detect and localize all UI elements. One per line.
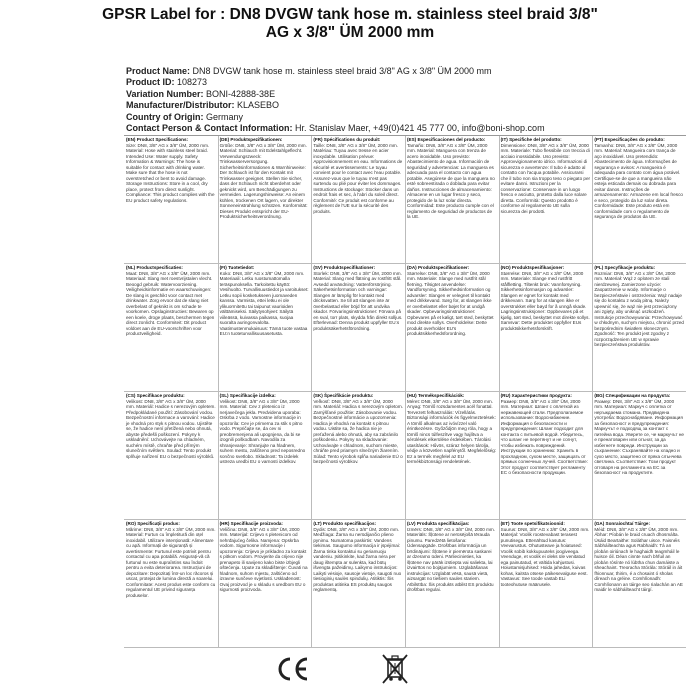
language-section — [592, 264, 686, 391]
info-row-contact: Contact Person & Contact Information: Hr. Stanislav Maer, +49(0)421 45 777 00, info@boni-shop.com — [126, 123, 545, 134]
section-text: Größe: DN8, 3/8" AG x 3/8" ÜM, 2000 mm. Material: Schlauch mit Edelstahlgeflecht. Verwendungszweck: Trinkwasserversorgung. Sicherheitsinformationen & Warnhinweise: Der Schlauch ist für den Kontakt mit Trinkwasser geeignet. Stellen Sie sicher, dass der Schlauch nicht überdehnt oder geknickt wird, um Beschädigungen zu vermeiden. Lagerungshinweise: An einem kühlen, trockenen Ort lagern, vor direkter Sonneneinstrahlung schützen. Konformität: Dieses Produkt entspricht der EU-Produktsicherheitsverordnung. — [219, 142, 308, 219]
section-text: Maat: DN8, 3/8" AG x 3/8" ÜM, 2000 mm. Materiaal: Slang met roestvrijstalen vlecht. Beoogd gebruik: Watervoorziening. Veiligheidsinformatie en waarschuwingen: De slang is geschikt voor contact met drinkwater. Zorg ervoor dat de slang niet overbelast of geknikt is om schade te voorkomen. Opslaginstructies: Bewaren op een koele, droge plaats, beschermen tegen direct zonlicht. Conformiteit: Dit product voldoet aan de EU-voorschriften voor productveiligheid. — [126, 270, 215, 336]
section-heading: (RU) Характеристики продукта: — [500, 393, 572, 398]
language-section — [405, 392, 499, 519]
column-divider — [592, 264, 593, 391]
section-heading: (NL) Productspecificaties: — [126, 265, 183, 270]
section-text: Suurus: DN8, 3/8" AG x 3/8" ÜM, 2000 mm. Materjal: Voolik roostevabast terasest punutisega. Ettenähtud kasutus: Veevarustus. Ohutusteave ja hoiatused: Voolik sobib kokkupuuteks joogiveega. Veenduge, et voolik ei oleks üle venitatud ega painutatud, et vältida kahjustusi. Hoiustamisjuhised: Hoida jahedas, kuivas kohas, kaitsta otsese päikesevalguse eest. Vastavus: See toode vastab ELi tooteohutuse määrusele. — [500, 526, 590, 587]
section-heading: (GA) Sonraíochtaí Táirge: — [594, 521, 650, 526]
column-divider — [405, 520, 406, 647]
language-section — [499, 392, 593, 519]
section-text: Размер: DN8, 3/8" AG x 3/8" ÜM, 2000 mm. Материал: Шланг с оплеткой из нержавеющей стали. Предполагаемое использование: Водоснабжение. Информация о безопасности и предупреждения: Шланг подходит для контакта с питьевой водой. Убедитесь, что шланг не перетянут и не согнут, чтобы избежать повреждений. Инструкции по хранению: Хранить в прохладном, сухом месте, защищать от прямых солнечных лучей. Соответствие: Этот продукт соответствует регламенту ЕС о безопасности продукции. — [500, 398, 588, 475]
language-section — [218, 264, 312, 391]
column-divider — [311, 392, 312, 519]
column-divider — [218, 136, 219, 263]
section-heading: (PL) Specyfikacje produktu: — [594, 265, 656, 270]
language-section — [218, 520, 312, 647]
info-row-product-id: Product ID: 108273 — [126, 77, 208, 88]
section-heading: (RO) Specificații produs: — [126, 521, 180, 526]
section-text: Veličina: DN8, 3/8" AG x 3/8" ÜM, 2000 mm. Materijal: Crijevo s pletenicom od nehrđajućeg čelika. Namjena: Opskrba vodom. Sigurnosne informacije i upozorenja: Crijevo je prikladno za kontakt s pitkom vodom. Provjerite da crijevo nije prenapeto ili savijeno kako biste izbjegli oštećenja. Upute za skladištenje: Čuvati na hladnom, suhom mjestu, zaštićeno od izravne sunčeve svjetlosti. Usklađenost: Ovaj proizvod je u skladu s uredbom EU o sigurnosti proizvoda. — [219, 526, 308, 592]
section-heading: (SV) Produktspecifikationer: — [313, 265, 376, 270]
column-divider — [592, 520, 593, 647]
section-row — [124, 264, 686, 392]
section-heading: (EN) Product Specifications: — [126, 137, 189, 142]
column-divider — [499, 392, 500, 519]
section-text: Velikost: DN8, 3/8" AG x 3/8" ÜM, 2000 mm. Material: Cev z pletenico iz nerjavečega jekla. Predvidena uporaba: Oskrba z vodo. Varnostne informacije in opozorila: Cev je primerna za stik s pitno vodo. Prepričajte se, da cev ni preobremenjena ali upognjena, da bi se izognili poškodbam. Navodila za shranjevanje: Shranjujte na hladnem, suhem mestu, zaščiteno pred neposredno sončno svetlobo. Skladnost: Ta izdelek ustreza uredbi EU o varnosti izdelkov. — [219, 398, 306, 464]
section-text: Koko: DN8, 3/8" AG x 3/8" ÜM, 2000 mm. Materiaali: Letku ruostumattomalla teräspunoksella. Tarkoitettu käyttö: Vesihuolto. Turvallisuustiedot ja varoitukset: Letku sopii kosketukseen juomaveden kanssa. Varmista, ettei letku ei ole ylikuormitettu tai taipunut vaurioiden välttämiseksi. Säilytysohjeet: Säilytä viileässä, kuivassa paikassa, suojaa suoralta auringonvalolta. Vaatimustenmukaisuus: Tämä tuote vastaa EU:n tuoteturvallisuusasetusta. — [219, 270, 309, 336]
label-title-line-2: AG x 3/8" ÜM 2000 mm — [265, 24, 435, 41]
section-text: Dydis: DN8, 3/8" AG x 3/8" ÜM, 2000 mm. Medžiaga: Žarna su nerūdijančio plieno pynimu. Numatoma paskirtis: Vandens tiekimas. Saugumo informacija ir įspėjimai: Žarna tinka kontaktui su geriamuoju vandeniu. Įsitikinkite, kad žarna nėra per daug ištempta ar sulenkta, kad būtų išvengta pažeidimų. Laikymo instrukcijos: Laikyti vėsioje, sausoje vietoje, saugoti nuo tiesioginių saulės spindulių. Atitiktis: Šis produktas atitinka ES produktų saugos reglamentą. — [313, 526, 402, 592]
language-section — [405, 520, 499, 647]
column-divider — [311, 264, 312, 391]
column-divider — [311, 136, 312, 263]
section-text: Размер: DN8, 3/8" AG x 3/8" ÜM, 2000 mm. Материал: Маркуч с оплетка от неръждаема стомана. Предвидена употреба: Водоснабдяване. Информация за безопасност и предупреждения: Маркучът е подходящ за контакт с питейна вода. Уверете се, че маркучът не е пренатоварен или огънат, за да избегнете повреди. Инструкции за съхранение: Съхранявайте на хладно и сухо място, защитено от пряка слънчева светлина. Съответствие: Този продукт отговаря на регламента на ЕС за безопасност на продуктите. — [594, 398, 684, 475]
column-divider — [218, 264, 219, 391]
section-text: Size: DN8, 3/8" AG x 3/8" ÜM, 2000 mm. Material: Hose with stainless steel braid. Intended Use: Water supply. Safety Information & Warnings: The hose is suitable for contact with drinking water. Make sure that the hose is not overstretched or bent to avoid damage. Storage Instructions: Store in a cool, dry place, protect from direct sunlight. Compliance: This product complies with the EU product safety regulations. — [126, 142, 215, 203]
section-heading: (LV) Produkta specifikācijas: — [407, 521, 470, 526]
column-divider — [405, 264, 406, 391]
section-text: Rozmiar: DN8, 3/8" AG x 3/8" ÜM, 2000 mm. Materiał: Wąż z oplotem ze stali nierdzewnej. Zamierzone użycie: Zaopatrzenie w wodę. Informacje o bezpieczeństwie i ostrzeżenia: Wąż nadaje się do kontaktu z wodą pitną. Należy upewnić się, że wąż nie jest przeciążony ani zgięty, aby uniknąć uszkodzeń. Instrukcje przechowywania: Przechowywać w chłodnym, suchym miejscu, chronić przed bezpośrednim światłem słonecznym. Zgodność: Ten produkt jest zgodny z rozporządzeniem UE w sprawie bezpieczeństwa produktów. — [594, 270, 684, 347]
column-divider — [499, 136, 500, 263]
info-row-product-name: Product Name: DN8 DVGW tank hose m. stainless steel braid 3/8" AG x 3/8" ÜM 2000 mm — [126, 66, 492, 76]
language-section — [311, 264, 405, 391]
language-section — [311, 520, 405, 647]
language-section — [124, 136, 218, 263]
section-text: Veľkosť: DN8, 3/8" AG x 3/8" ÜM, 2000 mm. Materiál: Hadica s nerezovým opletom. Zamýšľané použitie: Zásobovanie vodou. Bezpečnostné informácie a upozornenia: Hadica je vhodná na kontakt s pitnou vodou. Uistite sa, že hadica nie je preťažená alebo ohnutá, aby sa zabránilo poškodeniu. Pokyny na skladovanie: Uchovávajte v chladnom, suchom mieste, chráňte pred priamym slnečným žiarením. Súlad: Tento výrobok spĺňa nariadenie EÚ o bezpečnosti výrobkov. — [313, 398, 403, 464]
section-text: Dimensione: DN8, 3/8" AG x 3/8" ÜM, 2000 mm. Materiale: Tubo flessibile con treccia di acciaio inossidabile. Uso previsto: Approvvigionamento idrico. Informazioni di sicurezza e avvertenze: Il tubo è adatto al contatto con l'acqua potabile. Assicurarsi che il tubo non sia troppo teso o piegato per evitare danni. Istruzioni per la conservazione: Conservare in un luogo fresco e asciutto, protetto dalla luce solare diretta. Conformità: Questo prodotto è conforme al regolamento UE sulla sicurezza dei prodotti. — [500, 142, 591, 214]
ce-mark-icon — [276, 656, 310, 682]
section-heading: (HR) Specifikacije proizvoda: — [219, 521, 283, 526]
column-divider — [499, 264, 500, 391]
language-section — [499, 264, 593, 391]
language-section — [405, 264, 499, 391]
section-heading: (SL) Specifikacije izdelka: — [219, 393, 276, 398]
section-heading: (HU) Termékspecifikációk: — [407, 393, 465, 398]
weee-crossed-bin-icon — [380, 652, 410, 686]
section-text: Størrelse: DN8, 3/8" AG x 3/8" ÜM, 2000 mm. Materiale: Slange med rustfritt stålfletting. Tiltenkt bruk: Vannforsyning. Sikkerhetsinformasjon og advarsler: Slangen er egnet for kontakt med drikkevann. Sørg for at slangen ikke er overstrukket eller bøyd for å unngå skade. Lagringsinstruksjoner: Oppbevares på et kjølig, tørt sted, beskyttet mot direkte sollys. Samsvar: Dette produktet oppfyller EUs produktsikkerhetsforskrift. — [500, 270, 590, 331]
section-heading: (FR) Spécifications du produit: — [313, 137, 381, 142]
section-row — [124, 392, 686, 520]
section-heading: (DA) Produktspecifikationer: — [407, 265, 470, 270]
section-text: Mărime: DN8, 3/8" AG x 3/8" ÜM, 2000 mm. Material: Furtun cu împletitură din oțel inoxidabil. Utilizare intenționată: Alimentare cu apă. Informații de siguranță și avertismente: Furtunul este potrivit pentru contactul cu apa potabilă. Asigurați-vă că furtunul nu este supraîntins sau îndoit pentru a evita deteriorarea. Instrucțiuni de depozitare: Depozitați într-un loc răcoros și uscat, protejat de lumina directă a soarelui. Conformitate: Acest produs este conform cu regulamentul UE privind siguranța produselor. — [126, 526, 216, 598]
column-divider — [592, 136, 593, 263]
section-heading: (IT) Specifiche del prodotto: — [500, 137, 562, 142]
section-heading: (FI) Tuotetiedot: — [219, 265, 255, 270]
language-section — [218, 392, 312, 519]
language-section — [592, 136, 686, 263]
section-heading: (SK) Špecifikácie produktu: — [313, 393, 374, 398]
section-heading: (LT) Produkto specifikacijos: — [313, 521, 377, 526]
section-text: Taille: DN8, 3/8" AG x 3/8" ÜM, 2000 mm. Matériau: Tuyau avec tresse en acier inoxydable. Utilisation prévue: Approvisionnement en eau. Informations de sécurité et avertissements: Le tuyau convient pour le contact avec l'eau potable. Assurez-vous que le tuyau n'est pas surtendu ou plié pour éviter les dommages. Instructions de stockage: Stocker dans un endroit frais et sec, à l'abri du soleil direct. Conformité: Ce produit est conforme au règlement de l'UE sur la sécurité des produits. — [313, 142, 403, 214]
section-text: Tamaño: DN8, 3/8" AG x 3/8" ÜM, 2000 mm. Material: Manguera con trenza de acero inoxidable. Uso previsto: Abastecimiento de agua. Información de seguridad y advertencias: La manguera es adecuada para el contacto con agua potable. Asegúrese de que la manguera no esté sobreestirada o doblada para evitar daños. Instrucciones de almacenamiento: Almacene en un lugar fresco y seco, protegido de la luz solar directa. Conformidad: Este producto cumple con el reglamento de seguridad de productos de la UE. — [407, 142, 495, 219]
language-section — [124, 264, 218, 391]
section-heading: (PT) Especificações do produto: — [594, 137, 665, 142]
compliance-marks — [262, 650, 442, 690]
label-title — [0, 6, 700, 42]
language-sections-grid — [124, 136, 686, 648]
info-row-country: Country of Origin: Germany — [126, 111, 244, 122]
language-section — [499, 520, 593, 647]
section-text: Méid: DN8, 3/8" AG x 3/8" ÜM, 2000 mm. Ábhar: Píobán le braid cruach dhosmálta. Úsáid Beartaithe: Soláthar uisce. Faisnéis Sábháilteachta agus Rabhaidh: Tá an píobán oiriúnach le haghaidh teagmháil le huisce óil. Déan cinnte nach bhfuil an píobán rósínte nó lúbtha chun damáiste a sheachaint. Treoracha Stórála: Stóráil in áit fhionnuar, thirim, é a chosaint ó sholas díreach na gréine. Comhlíonadh: Comhlíonann an táirge seo rialachán an AE maidir le sábháilteacht táirgí. — [594, 526, 683, 592]
column-divider — [218, 520, 219, 647]
section-text: Tamanho: DN8, 3/8" AG x 3/8" ÜM, 2000 mm. Material: Mangueira com trança de aço inoxidável. Uso pretendido: Abastecimento de água. Informações de segurança e avisos: A mangueira é adequada para contato com água potável. Certifique-se de que a mangueira não esteja esticada demais ou dobrada para evitar danos. Instruções de armazenamento: Armazene em local fresco e seco, protegido da luz solar direta. Conformidade: Este produto está em conformidade com o regulamento de segurança de produtos da UE. — [594, 142, 683, 219]
section-text: Storlek: DN8, 3/8" AG x 3/8" ÜM, 2000 mm. Material: Slang med flätning av rostfritt stål. Avsedd användning: Vattenförsörjning. Säkerhetsinformation och varningar: Slangen är lämplig för kontakt med dricksvatten. Se till att slangen inte är överbelastad eller böjd för att undvika skador. Förvaringsinstruktioner: Förvara på en sval, torr plats, skydda från direkt solljus. Efterlevnad: Denna produkt uppfyller EU:s produktsäkerhetsförordning. — [313, 270, 403, 331]
language-section — [592, 520, 686, 647]
section-heading: (ET) Toote spetsifikatsioonid: — [500, 521, 565, 526]
info-row-variation-number: Variation Number: BONI-42888-38E — [126, 88, 276, 99]
column-divider — [218, 392, 219, 519]
section-text: Izmērs: DN8, 3/8" AG x 3/8" ÜM, 2000 mm. Materiāls: Šļūtene ar nerūsējošā tērauda pinumu. Paredzētā lietošana: Ūdensapgāde. Drošības informācija un brīdinājumi: Šļūtene ir piemērota saskarei ar dzeramo ūdeni. Pārliecinieties, ka šļūtene nav pārāk izstiepta vai saliekta, lai izvairītos no bojājumiem. Uzglabāšanas instrukcijas: Uzglabāt vēsā, sausā vietā, aizsargāt no tiešiem saules stariem. Atbilstība: Šis produkts atbilst ES produktu drošības regulai. — [407, 526, 496, 592]
language-section — [124, 520, 218, 647]
section-row — [124, 520, 686, 648]
info-row-manufacturer: Manufacturer/Distributor: KLASEBO — [126, 100, 280, 111]
section-heading: (NO) Produktspesifikasjoner: — [500, 265, 565, 270]
column-divider — [311, 520, 312, 647]
column-divider — [592, 392, 593, 519]
section-heading: (DE) Produktspezifikationen: — [219, 137, 283, 142]
section-text: Størrelse: DN8, 3/8" AG x 3/8" ÜM, 2000 mm. Materiale: Slange med rustfrit stål fletning. Tilsigtet anvendelse: Vandforsyning. Sikkerhedsinformation og advarsler: Slangen er velegnet til kontakt med drikkevand. Sørg for, at slangen ikke er overbelastet eller bøjet for at undgå skader. Opbevaringsinstruktioner: Opbevares på et køligt, tørt sted, beskyttet mod direkte sollys. Overholdelse: Dette produkt overholder EU's produktsikkerhedsforordning. — [407, 270, 494, 336]
section-text: Velikost: DN8, 3/8" AG x 3/8" ÜM, 2000 mm. Materiál: Hadice s nerezovým opletem. Předpokládané použití: Zásobování vodou. Bezpečnostní informace a varování: Hadice je vhodná pro styk s pitnou vodou. Ujistěte se, že hadice není přetížená nebo ohnutá, abyste předešli poškození. Pokyny k uskladnění: Uchovávejte na chladném, suchém místě, chraňte před přímým slunečním světlem. Soulad: Tento produkt splňuje nařízení EU o bezpečnosti výrobků. — [126, 398, 216, 459]
section-text: Méret: DN8, 3/8" AG x 3/8" ÜM, 2000 mm. Anyag: Tömlő rozsdamentes acél fonattal. Tervezett felhasználás: Vízellátás. Biztonsági információk és figyelmeztetések: A tömlő alkalmas az ivóvízzel való érintkezésre. Győződjön meg róla, hogy a tömlő nincs túlfeszítve vagy hajlítva a sérülések elkerülése érdekében. Tárolási utasítások: Hűvös, száraz helyen tárolja, védje a közvetlen napfénytől. Megfelelőség: Ez a termék megfelel az EU termékbiztonsági rendeletének. — [407, 398, 497, 464]
language-section — [218, 136, 312, 263]
product-info — [126, 66, 686, 134]
language-section — [311, 392, 405, 519]
language-section — [405, 136, 499, 263]
language-section — [311, 136, 405, 263]
section-row — [124, 136, 686, 264]
language-section — [499, 136, 593, 263]
section-heading: (CS) Specifikace produktu: — [126, 393, 185, 398]
column-divider — [405, 392, 406, 519]
section-heading: (BG) Спецификации на продукта: — [594, 393, 671, 398]
language-section — [124, 392, 218, 519]
language-section — [592, 392, 686, 519]
section-heading: (ES) Especificaciones del producto: — [407, 137, 486, 142]
label-title-line-1: GPSR Label for : DN8 DVGW tank hose m. stainless steel braid 3/8" — [102, 6, 598, 23]
column-divider — [405, 136, 406, 263]
column-divider — [499, 520, 500, 647]
